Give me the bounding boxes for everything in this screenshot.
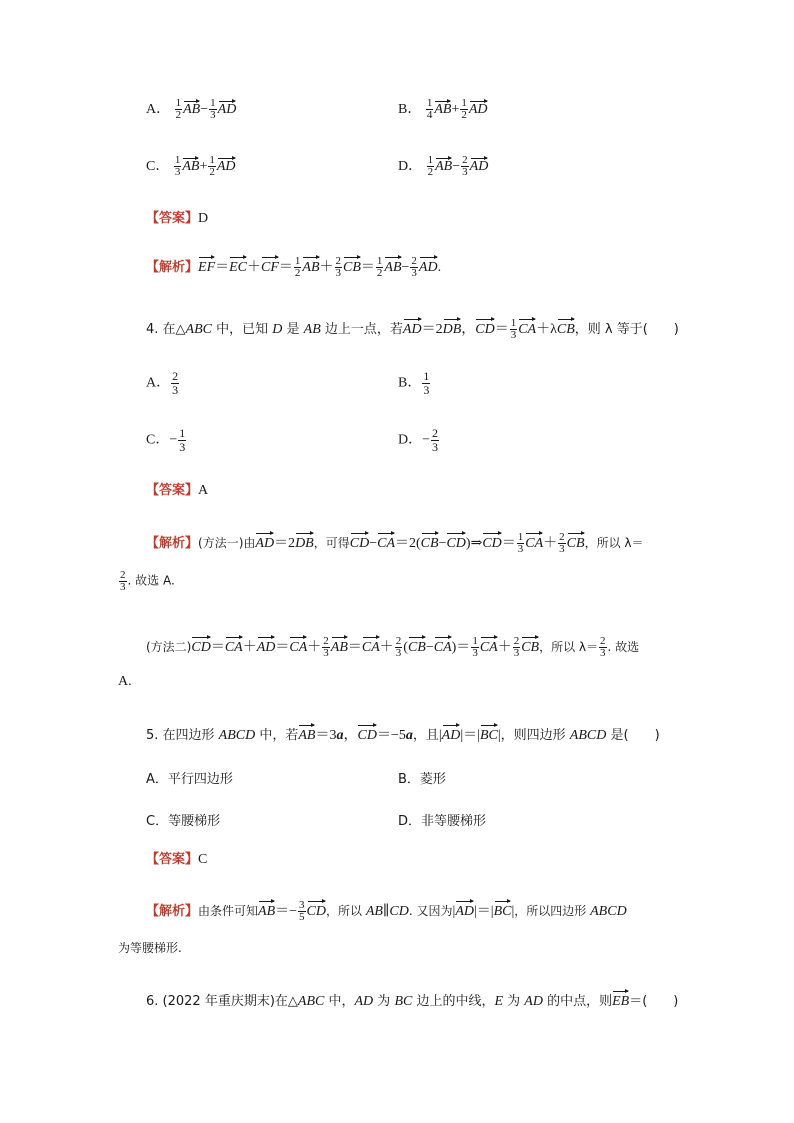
vector-cb: CB xyxy=(557,316,575,340)
option-text: 非等腰梯形 xyxy=(421,814,487,829)
analysis-text: (方法一)由 xyxy=(198,536,256,550)
vector-ad: AD xyxy=(218,98,237,118)
vector-ca: CA xyxy=(518,316,536,340)
q4-analysis-method1-end xyxy=(118,570,175,593)
q4-option-a xyxy=(146,370,180,397)
denominator: 3 xyxy=(174,166,181,179)
vector-ad: AD xyxy=(257,634,276,658)
vector-cb: CB xyxy=(343,254,361,278)
vector-cb: CB xyxy=(567,530,585,554)
option-label: B． xyxy=(398,375,422,391)
stem-text: AD xyxy=(524,994,543,1009)
q4-option-d xyxy=(398,427,440,454)
vector-ab: AB xyxy=(258,898,275,922)
analysis-text: ，可得 xyxy=(313,536,350,550)
numerator: 1 xyxy=(427,154,434,167)
stem-text: ABCD xyxy=(218,728,256,743)
fraction: $\frac{2}{3}$ xyxy=(395,635,402,660)
denominator: 3 xyxy=(462,166,468,179)
vector-cd: CD xyxy=(446,530,465,554)
q3-option-a xyxy=(146,98,236,121)
fraction xyxy=(427,155,435,178)
analysis-text: ABCD xyxy=(590,904,627,919)
q5-analysis-end xyxy=(118,938,182,958)
fraction xyxy=(461,155,469,178)
option-label: A． xyxy=(146,772,168,787)
q4-analysis-method2: (方法二)CD＝CA＋AD＝CA＋ $\frac{2}{3}$ AB＝CA＋ $\frac{2}{3}$ (CB−CA)＝ $\frac{1}{3}$ CA＋ $\frac{2}{3}$ CB，所以 λ＝ $\frac{2}{3}$ . 故选 xyxy=(146,635,640,660)
analysis-text: (方法二) xyxy=(146,640,192,654)
q3-answer xyxy=(146,209,208,229)
fraction xyxy=(460,98,468,121)
stem-text: ，则 λ 等于( ) xyxy=(574,322,679,337)
analysis-text: 为等腰梯形. xyxy=(118,941,182,955)
vector-ad: AD xyxy=(419,254,438,278)
fraction xyxy=(426,98,434,121)
q5-option-a xyxy=(146,768,233,787)
option-text: 菱形 xyxy=(419,772,446,787)
stem-text: AD xyxy=(354,994,374,1009)
stem-text: 中， xyxy=(324,994,355,1009)
vector-ca: CA xyxy=(377,530,395,554)
vector-cd: CD xyxy=(307,898,326,922)
vector-db: DB xyxy=(443,316,462,340)
fraction xyxy=(208,155,216,178)
vector-ad: AD xyxy=(403,316,422,340)
vector-ca: CA xyxy=(225,634,243,658)
denominator: 2 xyxy=(427,166,434,179)
fraction: $\frac{1}{3}$ xyxy=(472,635,478,660)
stem-text: 为 xyxy=(503,994,525,1009)
stem-text: BC xyxy=(394,994,413,1009)
vector-ef: EF xyxy=(198,254,215,278)
stem-text: 边上一点，若 xyxy=(320,322,403,337)
option-label: B． xyxy=(398,102,422,117)
q4-analysis-method1: 【解析】(方法一)由AD＝2DB，可得CD−CA＝2(CB−CD)⇒CD＝ $\frac{1}{3}$ CA＋ $\frac{2}{3}$ CB，所以 λ＝ xyxy=(146,531,644,556)
q5-option-d xyxy=(398,810,486,829)
stem-text: ，则四边形 xyxy=(500,728,570,743)
stem-text: D xyxy=(272,322,283,337)
vector-ad: AD xyxy=(470,155,489,175)
vector-ad: AD xyxy=(255,530,274,554)
sign: − xyxy=(169,432,178,448)
option-label: D． xyxy=(398,432,423,448)
q6-stem xyxy=(146,988,678,1012)
vector-ca: CA xyxy=(434,634,452,658)
stem-text: ABC xyxy=(185,322,212,337)
stem-text: 中，若 xyxy=(255,728,299,743)
stem-text: 是 xyxy=(282,322,304,337)
fraction xyxy=(171,370,179,397)
fraction xyxy=(174,155,182,178)
analysis-text: AB∥CD xyxy=(365,904,409,919)
vector-ad: AD xyxy=(442,722,461,746)
q5-analysis: 【解析】由条件可知AB＝− $\frac{3}{5}$ CD，所以 AB∥CD. 又因为|AD|＝|BC|，所以四边形 ABCD xyxy=(146,899,627,924)
operator: + xyxy=(451,102,460,117)
fraction: $\frac{3}{5}$ xyxy=(299,899,305,924)
denominator: 4 xyxy=(426,109,433,122)
vector-cd: CD xyxy=(350,530,369,554)
fraction xyxy=(422,370,430,397)
stem-text: 6. (2022 年重庆期末)在△ xyxy=(146,994,298,1009)
stem-text: AB xyxy=(303,322,321,337)
q4-option-c xyxy=(146,427,187,454)
analysis-text: A. xyxy=(118,674,132,689)
q4-option-b xyxy=(398,370,431,397)
denominator: 3 xyxy=(432,440,439,454)
operator: + xyxy=(199,159,208,174)
option-label: D． xyxy=(398,814,422,829)
vector-ab: AB xyxy=(434,98,451,118)
fraction: $\frac{2}{3}$ xyxy=(600,635,606,660)
fraction: $\frac{1}{2}$ xyxy=(376,255,383,280)
vector-cf: CF xyxy=(261,254,279,278)
fraction: $\frac{2}{3}$ xyxy=(323,635,329,660)
analysis-text: ，所以 λ＝ xyxy=(584,536,644,550)
analysis-text: . 故选 xyxy=(607,640,640,654)
analysis-text: ，所以四边形 xyxy=(514,904,591,918)
q3-analysis: 【解析】EF＝EC＋CF＝ $\frac{1}{2}$ AB＋ $\frac{2}{3}$ CB＝ $\frac{1}{2}$ AB− $\frac{2}{3}$ AD. xyxy=(146,255,442,280)
vector-ad: AD xyxy=(217,155,236,175)
vector-cb: CB xyxy=(408,634,426,658)
q3-option-d xyxy=(398,155,488,178)
vector-ca: CA xyxy=(362,634,380,658)
vector-cd: CD xyxy=(191,634,210,658)
vector-ad: AD xyxy=(455,898,474,922)
numerator: 2 xyxy=(432,426,439,440)
denominator: 2 xyxy=(175,109,182,122)
denominator: 2 xyxy=(461,109,467,122)
fraction: $\frac{1}{2}$ xyxy=(294,255,301,280)
fraction: $\frac{2}{3}$ xyxy=(513,635,520,660)
vector-ab: AB xyxy=(384,254,401,278)
fraction: $\frac{1}{3}$ xyxy=(510,317,517,342)
numerator: 1 xyxy=(209,154,215,167)
stem-text: 中，已知 xyxy=(212,322,273,337)
vector-ab: AB xyxy=(302,254,319,278)
fraction: $\frac{2}{3}$ xyxy=(559,531,565,556)
q5-option-b xyxy=(398,768,446,787)
vector-ab: AB xyxy=(435,155,452,175)
numerator: 1 xyxy=(174,154,181,167)
stem-text: 的中点，则 xyxy=(542,994,613,1009)
vector-db: DB xyxy=(295,530,314,554)
stem-text: ABCD xyxy=(569,728,607,743)
vector-ab: AB xyxy=(331,634,348,658)
denominator: 3 xyxy=(210,109,216,122)
q5-option-c xyxy=(146,810,220,829)
fraction: $\frac{2}{3}$ xyxy=(120,569,126,593)
fraction xyxy=(431,427,439,454)
numerator: 1 xyxy=(423,369,430,383)
stem-text: E xyxy=(494,994,504,1009)
vector-ab: AB xyxy=(298,722,315,746)
stem-text: 为 xyxy=(373,994,395,1009)
fraction: $\frac{2}{3}$ xyxy=(411,255,417,280)
option-label: C． xyxy=(146,814,169,829)
answer-tag: 【答案】 xyxy=(146,483,199,498)
stem-text: ，且 xyxy=(412,728,439,743)
answer-value: A xyxy=(198,483,209,498)
numerator: 2 xyxy=(172,369,179,383)
fraction xyxy=(175,98,183,121)
stem-text: ABC xyxy=(297,994,325,1009)
analysis-text: ，所以 λ＝ xyxy=(539,640,599,654)
analysis-tag: 【解析】 xyxy=(146,260,199,275)
vector-ca: CA xyxy=(480,634,498,658)
numerator: 1 xyxy=(210,97,216,110)
denominator: 3 xyxy=(172,383,179,397)
stem-text: 5. 在四边形 xyxy=(146,728,219,743)
stem-text: 4. 在△ xyxy=(146,322,186,337)
option-label: D． xyxy=(398,159,423,174)
vector-bc: BC xyxy=(494,898,512,922)
numerator: 1 xyxy=(175,97,182,110)
option-label: A． xyxy=(146,102,171,117)
numerator: 1 xyxy=(461,97,467,110)
vector-cd: CD xyxy=(475,316,494,340)
operator: − xyxy=(452,159,461,174)
stem-text: 是( ) xyxy=(606,728,660,743)
analysis-text: ，所以 xyxy=(326,904,366,918)
option-label: B． xyxy=(398,772,420,787)
numerator: 1 xyxy=(426,97,433,110)
fraction: $\frac{2}{3}$ xyxy=(335,255,342,280)
option-label: C． xyxy=(146,432,170,448)
analysis-tag: 【解析】 xyxy=(146,904,199,919)
answer-value: C xyxy=(198,852,208,867)
vector-ca: CA xyxy=(525,530,543,554)
vector-cb: CB xyxy=(421,530,439,554)
vector-eb: EB xyxy=(612,988,629,1012)
option-text: 等腰梯形 xyxy=(168,814,221,829)
fraction xyxy=(209,98,217,121)
q3-option-b xyxy=(398,98,488,121)
option-text: 平行四边形 xyxy=(167,772,233,787)
q5-stem: 5. 在四边形 ABCD 中，若AB＝3a，CD＝−5a，且|AD|＝|BC|，则四边形 ABCD 是( ) xyxy=(146,722,660,746)
analysis-text: . 又因为 xyxy=(408,904,453,918)
answer-tag: 【答案】 xyxy=(146,211,199,226)
vector-ad: AD xyxy=(469,98,488,118)
q3-option-c xyxy=(146,155,236,178)
q5-answer xyxy=(146,850,207,870)
vector-ab: AB xyxy=(182,155,199,175)
denominator: 3 xyxy=(179,440,186,454)
q4-analysis-method2-end xyxy=(118,672,132,692)
fraction xyxy=(178,427,186,454)
vector-ca: CA xyxy=(289,634,307,658)
numerator: 2 xyxy=(462,154,468,167)
answer-value: D xyxy=(198,211,209,226)
vector-cd: CD xyxy=(357,722,376,746)
operator: − xyxy=(200,102,209,117)
vector-cd: CD xyxy=(482,530,501,554)
vector-bc: BC xyxy=(480,722,498,746)
q4-answer xyxy=(146,481,208,501)
vector-cb: CB xyxy=(521,634,539,658)
numerator: 1 xyxy=(179,426,186,440)
answer-tag: 【答案】 xyxy=(146,852,199,867)
q4-stem: 4. 在△ABC 中，已知 D 是 AB 边上一点，若AD＝2DB，CD＝ $\frac{1}{3}$ CA＋λCB，则 λ 等于( ) xyxy=(146,317,679,342)
sign: − xyxy=(422,432,431,448)
vector-ec: EC xyxy=(229,254,247,278)
vector-ab: AB xyxy=(183,98,200,118)
denominator: 3 xyxy=(423,383,430,397)
option-label: A． xyxy=(146,375,171,391)
stem-text: 边上的中线， xyxy=(412,994,495,1009)
analysis-text: 由条件可知 xyxy=(198,904,259,918)
stem-text: ＝( ) xyxy=(629,994,679,1009)
analysis-tag: 【解析】 xyxy=(146,536,199,551)
analysis-text: . 故选 A. xyxy=(127,573,175,588)
denominator: 2 xyxy=(209,166,215,179)
fraction: $\frac{1}{3}$ xyxy=(517,531,524,556)
option-label: C． xyxy=(146,159,170,174)
